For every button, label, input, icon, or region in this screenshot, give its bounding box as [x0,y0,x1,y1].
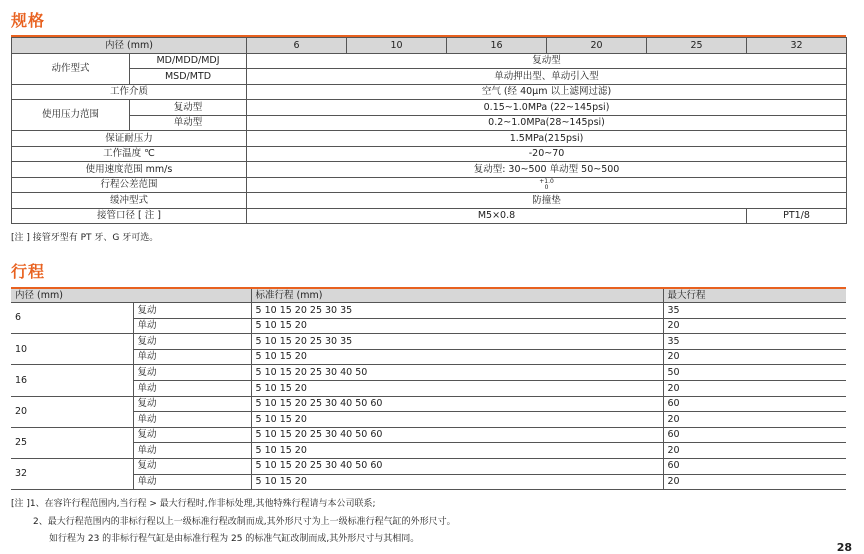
stroke-action: 复动 [133,427,251,443]
stroke-bore: 10 [11,334,133,365]
stroke-bore: 6 [11,303,133,334]
stroke-bore: 16 [11,365,133,396]
action-models: MD/MDD/MDJ [130,53,247,69]
temperature-value: -20~70 [247,146,847,162]
stroke-standard: 5 10 15 20 [251,443,663,459]
stroke-row [11,396,846,412]
proof-value: 1.5MPa(215psi) [247,131,847,147]
pressure-type: 单动型 [130,115,247,131]
speed-value: 复动型: 30~500 单动型 50~500 [247,162,847,178]
action-type-row [12,69,847,85]
stroke-standard: 5 10 15 20 25 30 40 50 60 [251,458,663,474]
stroke-bore: 32 [11,458,133,489]
action-models: MSD/MTD [130,69,247,85]
stroke-standard: 5 10 15 20 25 30 40 50 60 [251,427,663,443]
stroke-action: 单动 [133,412,251,428]
stroke-action: 单动 [133,318,251,334]
stroke-action: 单动 [133,349,251,365]
bore-header: 内径 (mm) [12,38,247,54]
bore-size: 25 [647,38,747,54]
stroke-standard: 5 10 15 20 25 30 35 [251,303,663,319]
pressure-value: 0.15~1.0MPa (22~145psi) [247,100,847,116]
stroke-max: 20 [663,380,846,396]
stroke-action: 复动 [133,334,251,350]
page-number: 28 [836,541,852,554]
tolerance-row [12,177,847,193]
port-row [12,208,847,224]
temperature-row [12,146,847,162]
tolerance-value [247,177,847,193]
stroke-header-row [11,289,846,303]
stroke-action: 复动 [133,458,251,474]
stroke-note-2: 2、最大行程范围内的非标行程以上一级标准行程改制而成,其外形尺寸为上一级标准行程气缸的外形尺寸。 [33,517,456,527]
cushion-value: 防撞垫 [247,193,847,209]
stroke-max: 20 [663,474,846,490]
stroke-row [11,427,846,443]
stroke-max: 35 [663,334,846,350]
stroke-table [11,289,846,490]
action-value: 复动型 [247,53,847,69]
stroke-action: 单动 [133,443,251,459]
stroke-action: 复动 [133,396,251,412]
stroke-standard: 5 10 15 20 [251,474,663,490]
stroke-row [11,458,846,474]
stroke-row [11,380,846,396]
proof-row [12,131,847,147]
stroke-max: 50 [663,365,846,381]
pressure-row [12,115,847,131]
stroke-max: 20 [663,318,846,334]
stroke-standard: 5 10 15 20 [251,349,663,365]
action-value: 单动押出型、单动引入型 [247,69,847,85]
temperature-label: 工作温度 ℃ [12,146,247,162]
stroke-note-3: 如行程为 23 的非标行程气缸是由标准行程为 25 的标准气缸改制而成,其外形尺寸与其相同。 [49,534,420,544]
bore-size: 10 [347,38,447,54]
stroke-bore: 25 [11,427,133,458]
pressure-label: 使用压力范围 [12,100,130,131]
stroke-bore-header: 内径 (mm) [11,289,251,303]
stroke-action: 复动 [133,303,251,319]
stroke-row [11,349,846,365]
tolerance-label: 行程公差范围 [12,177,247,193]
spec-table [11,37,847,224]
stroke-action: 复动 [133,365,251,381]
cushion-label: 缓冲型式 [12,193,247,209]
tolerance-upper: +1.0 [539,177,554,185]
stroke-standard: 5 10 15 20 25 30 35 [251,334,663,350]
stroke-action: 单动 [133,380,251,396]
medium-label: 工作介质 [12,84,247,100]
stroke-max: 20 [663,443,846,459]
port-value-large: PT1/8 [747,208,847,224]
stroke-row [11,474,846,490]
stroke-row [11,412,846,428]
pressure-row [12,100,847,116]
stroke-max: 20 [663,412,846,428]
stroke-section-title: 行程 [11,262,46,281]
pressure-value: 0.2~1.0MPa(28~145psi) [247,115,847,131]
stroke-max: 60 [663,396,846,412]
pressure-type: 复动型 [130,100,247,116]
bore-size: 32 [747,38,847,54]
tolerance-lower: 0 [544,183,549,191]
spec-note: [注 ] 接管牙型有 PT 牙、G 牙可选。 [11,233,159,243]
stroke-row [11,443,846,459]
bore-size: 6 [247,38,347,54]
action-type-row [12,53,847,69]
stroke-max: 35 [663,303,846,319]
stroke-row [11,334,846,350]
bore-size: 16 [447,38,547,54]
stroke-bore: 20 [11,396,133,427]
stroke-row [11,318,846,334]
stroke-standard: 5 10 15 20 [251,412,663,428]
proof-label: 保证耐压力 [12,131,247,147]
spec-header-row [12,38,847,54]
spec-section-title: 规格 [11,11,46,30]
stroke-standard: 5 10 15 20 [251,380,663,396]
bore-size: 20 [547,38,647,54]
stroke-row [11,365,846,381]
stroke-action: 单动 [133,474,251,490]
port-label: 接管口径 [ 注 ] [12,208,247,224]
medium-value: 空气 (经 40μm 以上滤网过滤) [247,84,847,100]
stroke-standard-header: 标准行程 (mm) [251,289,663,303]
speed-row [12,162,847,178]
action-type-label: 动作型式 [12,53,130,84]
stroke-max: 60 [663,458,846,474]
stroke-max: 20 [663,349,846,365]
stroke-row [11,303,846,319]
cushion-row [12,193,847,209]
stroke-max-header: 最大行程 [663,289,846,303]
stroke-standard: 5 10 15 20 [251,318,663,334]
stroke-max: 60 [663,427,846,443]
stroke-note-1: [注 ]1、在容许行程范围内,当行程 > 最大行程时,作非标处理,其他特殊行程请与本公司联系; [11,499,376,509]
medium-row [12,84,847,100]
stroke-standard: 5 10 15 20 25 30 40 50 60 [251,396,663,412]
speed-label: 使用速度范围 mm/s [12,162,247,178]
stroke-standard: 5 10 15 20 25 30 40 50 [251,365,663,381]
port-value-small: M5×0.8 [247,208,747,224]
